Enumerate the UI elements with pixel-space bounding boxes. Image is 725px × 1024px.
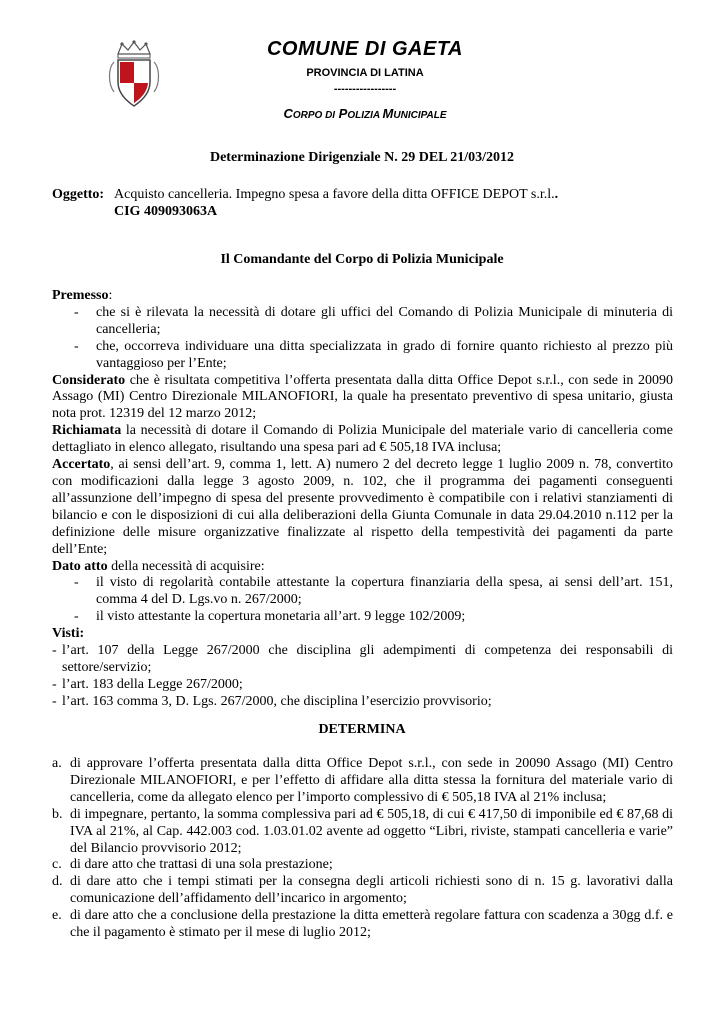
subject-text: Acquisto cancelleria. Impegno spesa a favore della ditta OFFICE DEPOT s.r.l. [114, 187, 555, 202]
list-item: - che si è rilevata la necessità di dotare gli uffici del Comando di Polizia Municipale di minuteria di cancelleria; [74, 304, 673, 337]
list-item: b. di impegnare, pertanto, la somma complessiva pari ad € 505,18, di cui € 417,50 di imponibile ed € 87,68 di IVA al 21%, al Cap. 442.003 cod. 1.03.01.02 avente ad oggetto “Libri, riviste, stampati cancelleria e varie” del Bilancio provvisorio 2012; [52, 806, 673, 856]
accertato-paragraph: Accertato, ai sensi dell’art. 9, comma 1, lett. A) numero 2 del decreto legge 1 luglio 2009 n. 78, convertito con modificazioni dalla legge 3 agosto 2009, n. 102, che il programma dei pagamenti conseguenti all’assunzione dell’impegno di spesa del presente provvedimento è compatibile con i relativi stanziamenti di bilancio e con le disposizioni di cui alla deliberazioni della Giunta Comunale in data 29.04.2010 n.112 per la definizione delle misure organizzative finalizzate al rispetto della tempestività dei pagamenti da parte dell’Ente; [52, 457, 673, 557]
list-item: d. di dare atto che i tempi stimati per la consegna degli articoli richiesti sono di n. 15 g. lavorativi dalla comunicazione dell’affidamento dell’incarico in argomento; [52, 874, 673, 907]
richiamata-paragraph: Richiamata la necessità di dotare il Comando di Polizia Municipale del materiale vario di cancelleria come dettagliato in elenco allegato, risultando una spesa pari ad € 505,18 IVA inclusa; [52, 423, 673, 456]
cig-code: CIG 409093063A [114, 204, 218, 219]
considerato-paragraph: Considerato che è risultata competitiva l’offerta presentata dalla ditta Office Depot s.r.l., con sede in 20090 Assago (MI) Centro Direzionale MILANOFIORI, la quale ha presentato preventivo di spesa unitario, giusta nota prot. 12319 del 12 marzo 2012; [52, 372, 673, 422]
list-item: - l’art. 163 comma 3, D. Lgs. 267/2000, che disciplina l’esercizio provvisorio; [52, 693, 492, 709]
list-item: e. di dare atto che a conclusione della prestazione la ditta emetterà regolare fattura con scadenza a 30gg d.f. e che il pagamento è stimato per il mese di luglio 2012; [52, 908, 673, 941]
visti-heading: Visti: [52, 626, 85, 642]
subject-block: Oggetto: Acquisto cancelleria. Impegno spesa a favore della ditta OFFICE DEPOT s.r.l.. CIG 409093063A [52, 186, 672, 220]
list-item: - l’art. 107 della Legge 267/2000 che disciplina gli adempimenti di competenza dei responsabili di settore/servizio; [52, 643, 673, 675]
crest-icon [106, 40, 162, 110]
subject-label: Oggetto: [52, 187, 105, 202]
list-item: - che, occorreva individuare una ditta specializzata in grado di fornire quanto richiesto al prezzo più vantaggioso per l’Ente; [74, 338, 673, 371]
premesso-heading: Premesso: [52, 288, 113, 303]
letterhead [0, 0, 725, 130]
list-item: - il visto di regolarità contabile attestante la copertura finanziaria della spesa, ai sensi dell’art. 151, comma 4 del D. Lgs.vo n. 267/2000; [74, 575, 673, 608]
province-label: PROVINCIA DI LATINA [306, 67, 424, 79]
list-item: c. di dare atto che trattasi di una sola prestazione; [52, 857, 333, 873]
dato-atto-paragraph: Dato atto della necessità di acquisire: [52, 558, 265, 574]
list-item: a. di approvare l’offerta presentata dalla ditta Office Depot s.r.l., con sede in 20090 Assago (MI) Centro Direzionale MILANOFIORI, e per l’effetto di affidare alla ditta stessa la fornitura del materiale vario di cancelleria, come da allegato elenco per l’importo complessivo di € 505,18 IVA al 21% inclusa; [52, 756, 673, 805]
municipality-title: COMUNE DI GAETA [266, 38, 463, 60]
determina-list [52, 756, 673, 942]
list-item: - l’art. 183 della Legge 267/2000; [52, 676, 243, 692]
department-label: CORPO DI POLIZIA MUNICIPALE [283, 106, 447, 121]
list-item: - il visto attestante la copertura monetaria all’art. 9 legge 102/2009; [74, 609, 466, 625]
determination-title: Determinazione Dirigenziale N. 29 DEL 21/03/2012 [209, 150, 515, 165]
issuer-heading: Il Comandante del Corpo di Polizia Municipale [220, 252, 504, 267]
header-separator: ----------------- [333, 83, 397, 95]
determina-heading: DETERMINA [318, 722, 406, 737]
premises-body [52, 288, 673, 711]
